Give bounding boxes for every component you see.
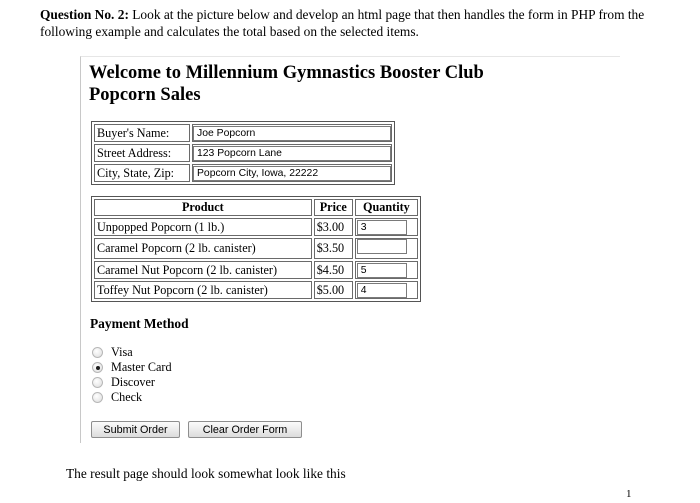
result-page-note: The result page should look somewhat look like this xyxy=(66,466,346,481)
product-price: $4.50 xyxy=(314,261,353,279)
radio-button[interactable] xyxy=(92,347,103,358)
buyer-info-table xyxy=(91,121,395,185)
product-name: Caramel Nut Popcorn (2 lb. canister) xyxy=(94,261,312,279)
payment-option-master-card[interactable] xyxy=(92,360,172,375)
street-address-label: Street Address: xyxy=(94,144,190,162)
quantity-input[interactable]: 5 xyxy=(357,263,407,278)
product-price: $3.50 xyxy=(314,238,353,259)
street-address-row xyxy=(94,144,392,162)
city-state-zip-row xyxy=(94,164,392,182)
quantity-input[interactable] xyxy=(357,239,407,254)
question-label: Question No. 2: xyxy=(40,7,129,22)
payment-option-discover[interactable] xyxy=(92,375,172,390)
payment-option-check[interactable] xyxy=(92,390,172,405)
product-column-header: Product xyxy=(94,199,312,216)
payment-option-label: Discover xyxy=(111,375,155,389)
radio-button[interactable] xyxy=(92,377,103,388)
price-column-header: Price xyxy=(314,199,353,216)
radio-button[interactable] xyxy=(92,392,103,403)
buyer-name-label: Buyer's Name: xyxy=(94,124,190,142)
city-state-zip-label: City, State, Zip: xyxy=(94,164,190,182)
buyer-name-input[interactable]: Joe Popcorn xyxy=(193,126,391,141)
product-name: Unpopped Popcorn (1 lb.) xyxy=(94,218,312,236)
table-row xyxy=(94,281,418,299)
payment-method-options xyxy=(92,345,172,405)
payment-method-title: Payment Method xyxy=(90,316,189,331)
quantity-input[interactable]: 3 xyxy=(357,220,407,235)
radio-button-selected[interactable] xyxy=(92,362,103,373)
table-row xyxy=(94,261,418,279)
quantity-column-header: Quantity xyxy=(355,199,418,216)
payment-option-label: Check xyxy=(111,390,143,404)
product-name: Caramel Popcorn (2 lb. canister) xyxy=(94,238,312,259)
submit-order-button[interactable]: Submit Order xyxy=(91,421,180,438)
product-price: $3.00 xyxy=(314,218,353,236)
corner-mark: 1 xyxy=(626,488,632,500)
buyer-name-row xyxy=(94,124,392,142)
city-state-zip-input[interactable]: Popcorn City, Iowa, 22222 xyxy=(193,166,391,181)
page-title-line2: Popcorn Sales xyxy=(89,85,201,105)
page-title xyxy=(89,62,484,106)
products-table xyxy=(91,196,421,302)
products-header-row xyxy=(94,199,418,216)
clear-order-form-button[interactable]: Clear Order Form xyxy=(188,421,302,438)
product-price: $5.00 xyxy=(314,281,353,299)
payment-option-label: Master Card xyxy=(111,360,172,374)
table-row xyxy=(94,238,418,259)
street-address-input[interactable]: 123 Popcorn Lane xyxy=(193,146,391,161)
product-name: Toffey Nut Popcorn (2 lb. canister) xyxy=(94,281,312,299)
question-body: Look at the picture below and develop an html page that then handles the form in PHP from the following example and calculates the total based on the selected items. xyxy=(40,7,645,39)
payment-option-visa[interactable] xyxy=(92,345,172,360)
payment-option-label: Visa xyxy=(111,345,133,359)
question-text xyxy=(40,6,660,40)
table-row xyxy=(94,218,418,236)
page-title-line1: Welcome to Millennium Gymnastics Booster Club xyxy=(89,63,484,83)
quantity-input[interactable]: 4 xyxy=(357,283,407,298)
